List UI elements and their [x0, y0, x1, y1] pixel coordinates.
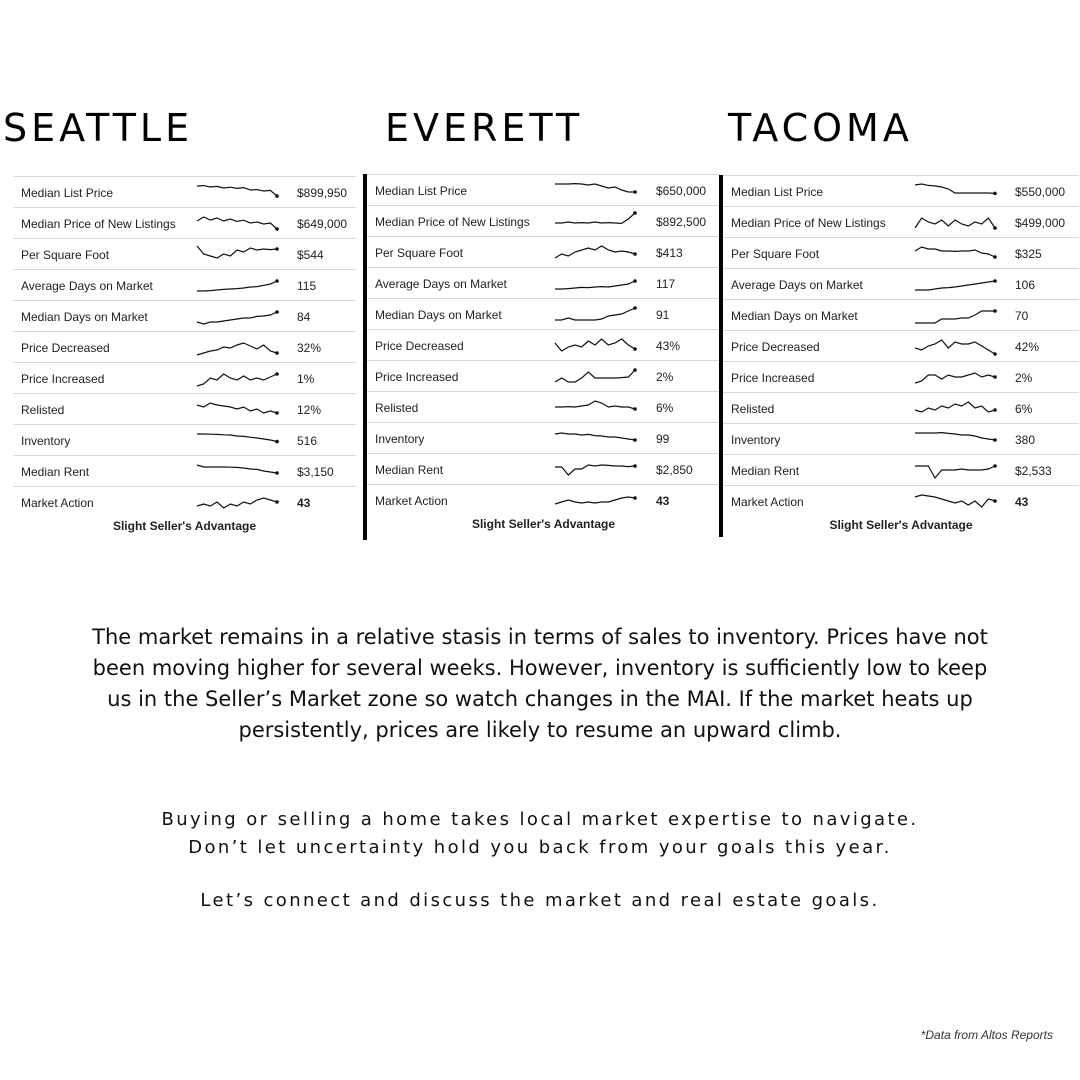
metric-label: Market Action: [731, 495, 804, 509]
sparkline-path: [555, 308, 635, 320]
metric-row: [367, 485, 720, 515]
sparkline: [195, 367, 279, 389]
market-advantage-label: Slight Seller's Advantage: [829, 518, 973, 532]
sparkline-path: [915, 433, 995, 440]
sparkline-path: [915, 184, 995, 193]
sparkline-endpoint: [275, 279, 279, 283]
sparkline: [553, 427, 637, 449]
sparkline: [195, 491, 279, 513]
sparkline: [913, 211, 997, 233]
sparkline-endpoint: [993, 279, 997, 283]
city-title-seattle: SEATTLE: [3, 106, 194, 150]
metric-value: 516: [297, 434, 318, 448]
sparkline: [913, 428, 997, 450]
sparkline: [195, 398, 279, 420]
metric-row: [367, 454, 720, 485]
metric-row: [723, 238, 1079, 269]
metric-row: [723, 455, 1079, 486]
metric-label: Average Days on Market: [21, 279, 153, 293]
metric-row: [723, 269, 1079, 300]
market-panel-tacoma: [719, 175, 1079, 537]
sparkline-path: [197, 403, 277, 413]
metric-value: $892,500: [656, 215, 707, 229]
metric-value: 380: [1015, 433, 1036, 447]
sparkline-path: [555, 401, 635, 409]
metric-label: Median Rent: [375, 463, 444, 477]
sparkline-endpoint: [633, 496, 637, 500]
sparkline-endpoint: [993, 408, 997, 412]
metric-row: [13, 176, 356, 208]
sparkline-path: [197, 498, 277, 508]
metric-label: Median List Price: [21, 186, 114, 200]
sparkline: [195, 181, 279, 203]
sparkline: [553, 272, 637, 294]
metric-row: [723, 424, 1079, 455]
metric-row: [723, 486, 1079, 516]
sparkline: [195, 305, 279, 327]
sparkline-path: [555, 281, 635, 289]
metric-row: [367, 237, 720, 268]
sparkline: [913, 397, 997, 419]
cta-line-3: Let’s connect and discuss the market and real estate goals.: [200, 890, 880, 911]
sparkline-endpoint: [275, 500, 279, 504]
sparkline-path: [915, 247, 995, 257]
sparkline-path: [555, 465, 635, 475]
market-advantage-label: Slight Seller's Advantage: [471, 517, 616, 531]
metric-row: [723, 393, 1079, 424]
metric-label: Relisted: [21, 403, 65, 417]
sparkline-path: [197, 312, 277, 324]
sparkline-endpoint: [993, 309, 997, 313]
sparkline-path: [555, 370, 635, 382]
metric-row: [13, 239, 356, 270]
sparkline-endpoint: [275, 310, 279, 314]
sparkline-endpoint: [993, 375, 997, 379]
sparkline: [913, 335, 997, 357]
sparkline-path: [555, 497, 635, 504]
sparkline: [553, 458, 637, 480]
sparkline-path: [555, 339, 635, 351]
metric-value: 2%: [656, 370, 674, 384]
metric-value: $3,150: [297, 465, 334, 479]
sparkline: [195, 429, 279, 451]
sparkline: [913, 273, 997, 295]
cta-line-1: Buying or selling a home takes local market expertise to navigate.: [161, 809, 919, 830]
sparkline-endpoint: [993, 438, 997, 442]
sparkline-path: [555, 433, 635, 440]
sparkline-endpoint: [633, 464, 637, 468]
metric-row: [13, 425, 356, 456]
market-summary-paragraph: The market remains in a relative stasis in terms of sales to inventory. Prices have not been moving higher for several weeks. However, inventory is sufficiently low to keep us in the Seller’s Market zone so watch changes in the MAI. If the market heats up persistently, prices are likely to resume an upward climb.: [92, 625, 988, 742]
metric-value: $544: [297, 248, 324, 262]
metric-label: Average Days on Market: [375, 277, 507, 291]
metric-label: Median Price of New Listings: [375, 215, 530, 229]
metric-row: [723, 175, 1079, 207]
metric-label: Price Increased: [375, 370, 459, 384]
sparkline-endpoint: [993, 226, 997, 230]
metric-value: 6%: [656, 401, 674, 415]
sparkline-path: [915, 495, 995, 507]
sparkline-endpoint: [275, 247, 279, 251]
cta-line-2: Don’t let uncertainty hold you back from your goals this year.: [188, 837, 892, 858]
sparkline-path: [915, 466, 995, 478]
sparkline-path: [197, 434, 277, 442]
source-note: *Data from Altos Reports: [920, 1028, 1053, 1042]
sparkline-endpoint: [275, 471, 279, 475]
sparkline-endpoint: [993, 352, 997, 356]
metric-row: [367, 423, 720, 454]
sparkline-path: [915, 281, 995, 290]
metric-row: [367, 268, 720, 299]
metric-label: Relisted: [731, 402, 775, 416]
metric-row: [723, 300, 1079, 331]
metric-value: 70: [1015, 309, 1029, 323]
sparkline-endpoint: [275, 351, 279, 355]
sparkline-path: [555, 184, 635, 192]
metric-value: 43: [297, 496, 311, 510]
metric-value: 91: [656, 308, 670, 322]
sparkline-endpoint: [275, 372, 279, 376]
sparkline-path: [197, 465, 277, 473]
metric-value: 6%: [1015, 402, 1033, 416]
sparkline: [553, 334, 637, 356]
metric-row: [13, 487, 356, 517]
metric-label: Median Days on Market: [731, 309, 858, 323]
sparkline-endpoint: [275, 227, 279, 231]
metric-value: 43%: [656, 339, 681, 353]
metric-row: [367, 299, 720, 330]
sparkline: [195, 336, 279, 358]
sparkline-path: [915, 402, 995, 412]
sparkline-path: [197, 186, 277, 196]
sparkline-path: [197, 217, 277, 229]
metric-label: Price Increased: [731, 371, 815, 385]
sparkline-endpoint: [633, 211, 637, 215]
metric-row: [723, 331, 1079, 362]
metric-label: Median Days on Market: [375, 308, 502, 322]
sparkline-endpoint: [993, 192, 997, 196]
city-title-everett: EVERETT: [385, 106, 584, 150]
sparkline: [195, 212, 279, 234]
metric-value: $413: [656, 246, 683, 260]
metric-label: Median List Price: [731, 185, 824, 199]
metric-value: $325: [1015, 247, 1042, 261]
metric-label: Median Price of New Listings: [21, 217, 176, 231]
metric-label: Median Rent: [731, 464, 800, 478]
sparkline: [553, 303, 637, 325]
metric-label: Median Rent: [21, 465, 90, 479]
sparkline: [553, 396, 637, 418]
sparkline: [913, 180, 997, 202]
metric-row: [13, 301, 356, 332]
metric-value: $649,000: [297, 217, 348, 231]
sparkline: [553, 241, 637, 263]
market-panel-seattle: [13, 176, 356, 536]
city-title-tacoma: TACOMA: [728, 106, 913, 150]
metric-label: Per Square Foot: [731, 247, 820, 261]
metric-label: Per Square Foot: [21, 248, 110, 262]
sparkline: [913, 490, 997, 512]
metric-value: 42%: [1015, 340, 1040, 354]
sparkline-endpoint: [275, 194, 279, 198]
metric-row: [367, 174, 720, 206]
metric-row: [367, 330, 720, 361]
metric-value: 99: [656, 432, 670, 446]
metric-label: Average Days on Market: [731, 278, 863, 292]
sparkline-path: [197, 374, 277, 386]
sparkline: [913, 459, 997, 481]
metric-row: [367, 361, 720, 392]
sparkline: [195, 243, 279, 265]
sparkline-endpoint: [633, 438, 637, 442]
metric-row: [367, 206, 720, 237]
cta-block: [60, 806, 1020, 862]
metric-row: [13, 332, 356, 363]
sparkline-endpoint: [633, 306, 637, 310]
market-panel-everett: [363, 174, 720, 540]
metric-value: $2,850: [656, 463, 693, 477]
metric-label: Median Price of New Listings: [731, 216, 886, 230]
metric-label: Median List Price: [375, 184, 468, 198]
metric-value: 43: [656, 494, 670, 508]
metric-label: Market Action: [21, 496, 94, 510]
sparkline-endpoint: [275, 411, 279, 415]
sparkline-endpoint: [633, 190, 637, 194]
sparkline-endpoint: [633, 279, 637, 283]
sparkline-path: [197, 246, 277, 258]
metric-label: Price Increased: [21, 372, 105, 386]
metric-row: [723, 207, 1079, 238]
metric-value: 43: [1015, 495, 1029, 509]
metric-label: Relisted: [375, 401, 419, 415]
metric-label: Price Decreased: [375, 339, 464, 353]
metric-label: Price Decreased: [731, 340, 820, 354]
sparkline-endpoint: [993, 499, 997, 503]
metric-value: $499,000: [1015, 216, 1066, 230]
metric-value: 2%: [1015, 371, 1033, 385]
metric-row: [13, 394, 356, 425]
metric-value: 106: [1015, 278, 1036, 292]
sparkline-path: [915, 373, 995, 383]
sparkline-endpoint: [633, 368, 637, 372]
metric-row: [723, 362, 1079, 393]
sparkline-endpoint: [633, 252, 637, 256]
sparkline: [913, 304, 997, 326]
sparkline-path: [915, 340, 995, 354]
sparkline: [553, 179, 637, 201]
sparkline: [913, 242, 997, 264]
sparkline: [553, 210, 637, 232]
sparkline-endpoint: [633, 347, 637, 351]
metric-label: Market Action: [375, 494, 448, 508]
metric-label: Inventory: [731, 433, 781, 447]
metric-value: 115: [297, 279, 317, 293]
metric-row: [13, 456, 356, 487]
metric-value: $899,950: [297, 186, 348, 200]
metric-value: $550,000: [1015, 185, 1066, 199]
sparkline: [913, 366, 997, 388]
sparkline-path: [915, 311, 995, 323]
sparkline: [553, 489, 637, 511]
metric-label: Per Square Foot: [375, 246, 464, 260]
metric-label: Inventory: [21, 434, 71, 448]
sparkline-path: [555, 213, 635, 223]
sparkline: [553, 365, 637, 387]
metric-value: 12%: [297, 403, 322, 417]
sparkline-endpoint: [633, 407, 637, 411]
metric-value: $2,533: [1015, 464, 1052, 478]
metric-value: 32%: [297, 341, 322, 355]
sparkline: [195, 460, 279, 482]
sparkline-path: [915, 218, 995, 228]
metric-label: Median Days on Market: [21, 310, 148, 324]
market-advantage-label: Slight Seller's Advantage: [112, 519, 257, 533]
metric-value: 1%: [297, 372, 315, 386]
metric-value: 117: [656, 277, 676, 291]
sparkline-path: [197, 281, 277, 291]
metric-row: [13, 270, 356, 301]
metric-row: [367, 392, 720, 423]
metric-value: $650,000: [656, 184, 707, 198]
sparkline-path: [555, 246, 635, 258]
metric-label: Price Decreased: [21, 341, 110, 355]
sparkline-endpoint: [993, 255, 997, 259]
sparkline: [195, 274, 279, 296]
sparkline-path: [197, 343, 277, 355]
metric-row: [13, 208, 356, 239]
metric-value: 84: [297, 310, 311, 324]
metric-label: Inventory: [375, 432, 425, 446]
sparkline-endpoint: [275, 440, 279, 444]
metric-row: [13, 363, 356, 394]
sparkline-endpoint: [993, 464, 997, 468]
